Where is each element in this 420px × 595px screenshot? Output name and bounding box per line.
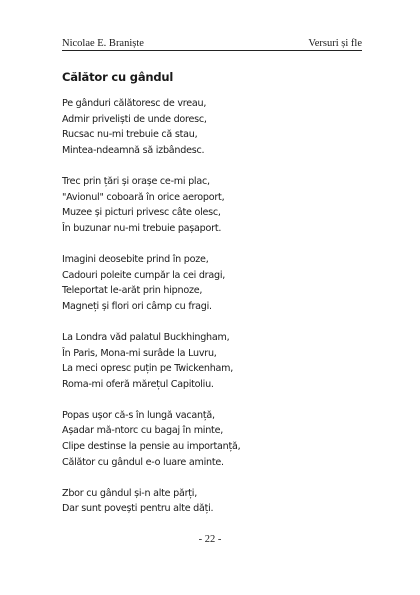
stanza <box>62 486 372 517</box>
poem-title: Călător cu gândul <box>62 70 174 84</box>
poem-line: Teleportat le-arăt prin hipnoze, <box>62 285 203 297</box>
poem-line: Popas ușor că-s în lungă vacanță, <box>62 409 215 421</box>
running-header <box>62 36 362 51</box>
poem-line: Dar sunt povești pentru alte dăți. <box>62 503 214 515</box>
poem-line: La Londra văd palatul Buckhingham, <box>62 331 230 343</box>
poem-line: În Paris, Mona-mi surâde la Luvru, <box>62 347 217 359</box>
poem-line: Clipe destinse la pensie au importanță, <box>62 441 241 453</box>
poem-line: Roma-mi oferă mărețul Capitoliu. <box>62 378 214 390</box>
poem-line: "Avionul" coboară în orice aeroport, <box>62 191 225 203</box>
header-author: Nicolae E. Braniște <box>62 38 144 49</box>
stanza <box>62 174 372 236</box>
poem-line: Zbor cu gândul și-n alte părți, <box>62 487 198 499</box>
poem-body <box>62 96 372 533</box>
poem-line: Trec prin țări și orașe ce-mi plac, <box>62 175 210 187</box>
poem-line: Cadouri poleite cumpăr la cei dragi, <box>62 269 226 281</box>
stanza <box>62 96 372 158</box>
poem-line: Magneți și flori ori câmp cu fragi. <box>62 300 212 312</box>
poem-line: Imagini deosebite prind în poze, <box>62 253 209 265</box>
stanza <box>62 330 372 392</box>
poem-line: Așadar mă-ntorc cu bagaj în minte, <box>62 425 224 437</box>
poem-line: La meci opresc puțin pe Twickenham, <box>62 363 234 375</box>
poem-line: Mintea-ndeamnă să izbândesc. <box>62 144 205 156</box>
poem-line: Admir priveliști de unde doresc, <box>62 113 207 125</box>
poem-line: Muzee și picturi privesc câte olesc, <box>62 207 221 219</box>
stanza <box>62 408 372 470</box>
header-book-title: Versuri și fle <box>308 38 362 49</box>
poem-line: În buzunar nu-mi trebuie pașaport. <box>62 222 222 234</box>
stanza <box>62 252 372 314</box>
poem-line: Călător cu gândul e-o luare aminte. <box>62 456 224 468</box>
page-number: - 22 - <box>198 534 222 545</box>
poem-line: Pe gânduri călătoresc de vreau, <box>62 98 207 109</box>
poem-line: Rucsac nu-mi trebuie că stau, <box>62 129 198 141</box>
